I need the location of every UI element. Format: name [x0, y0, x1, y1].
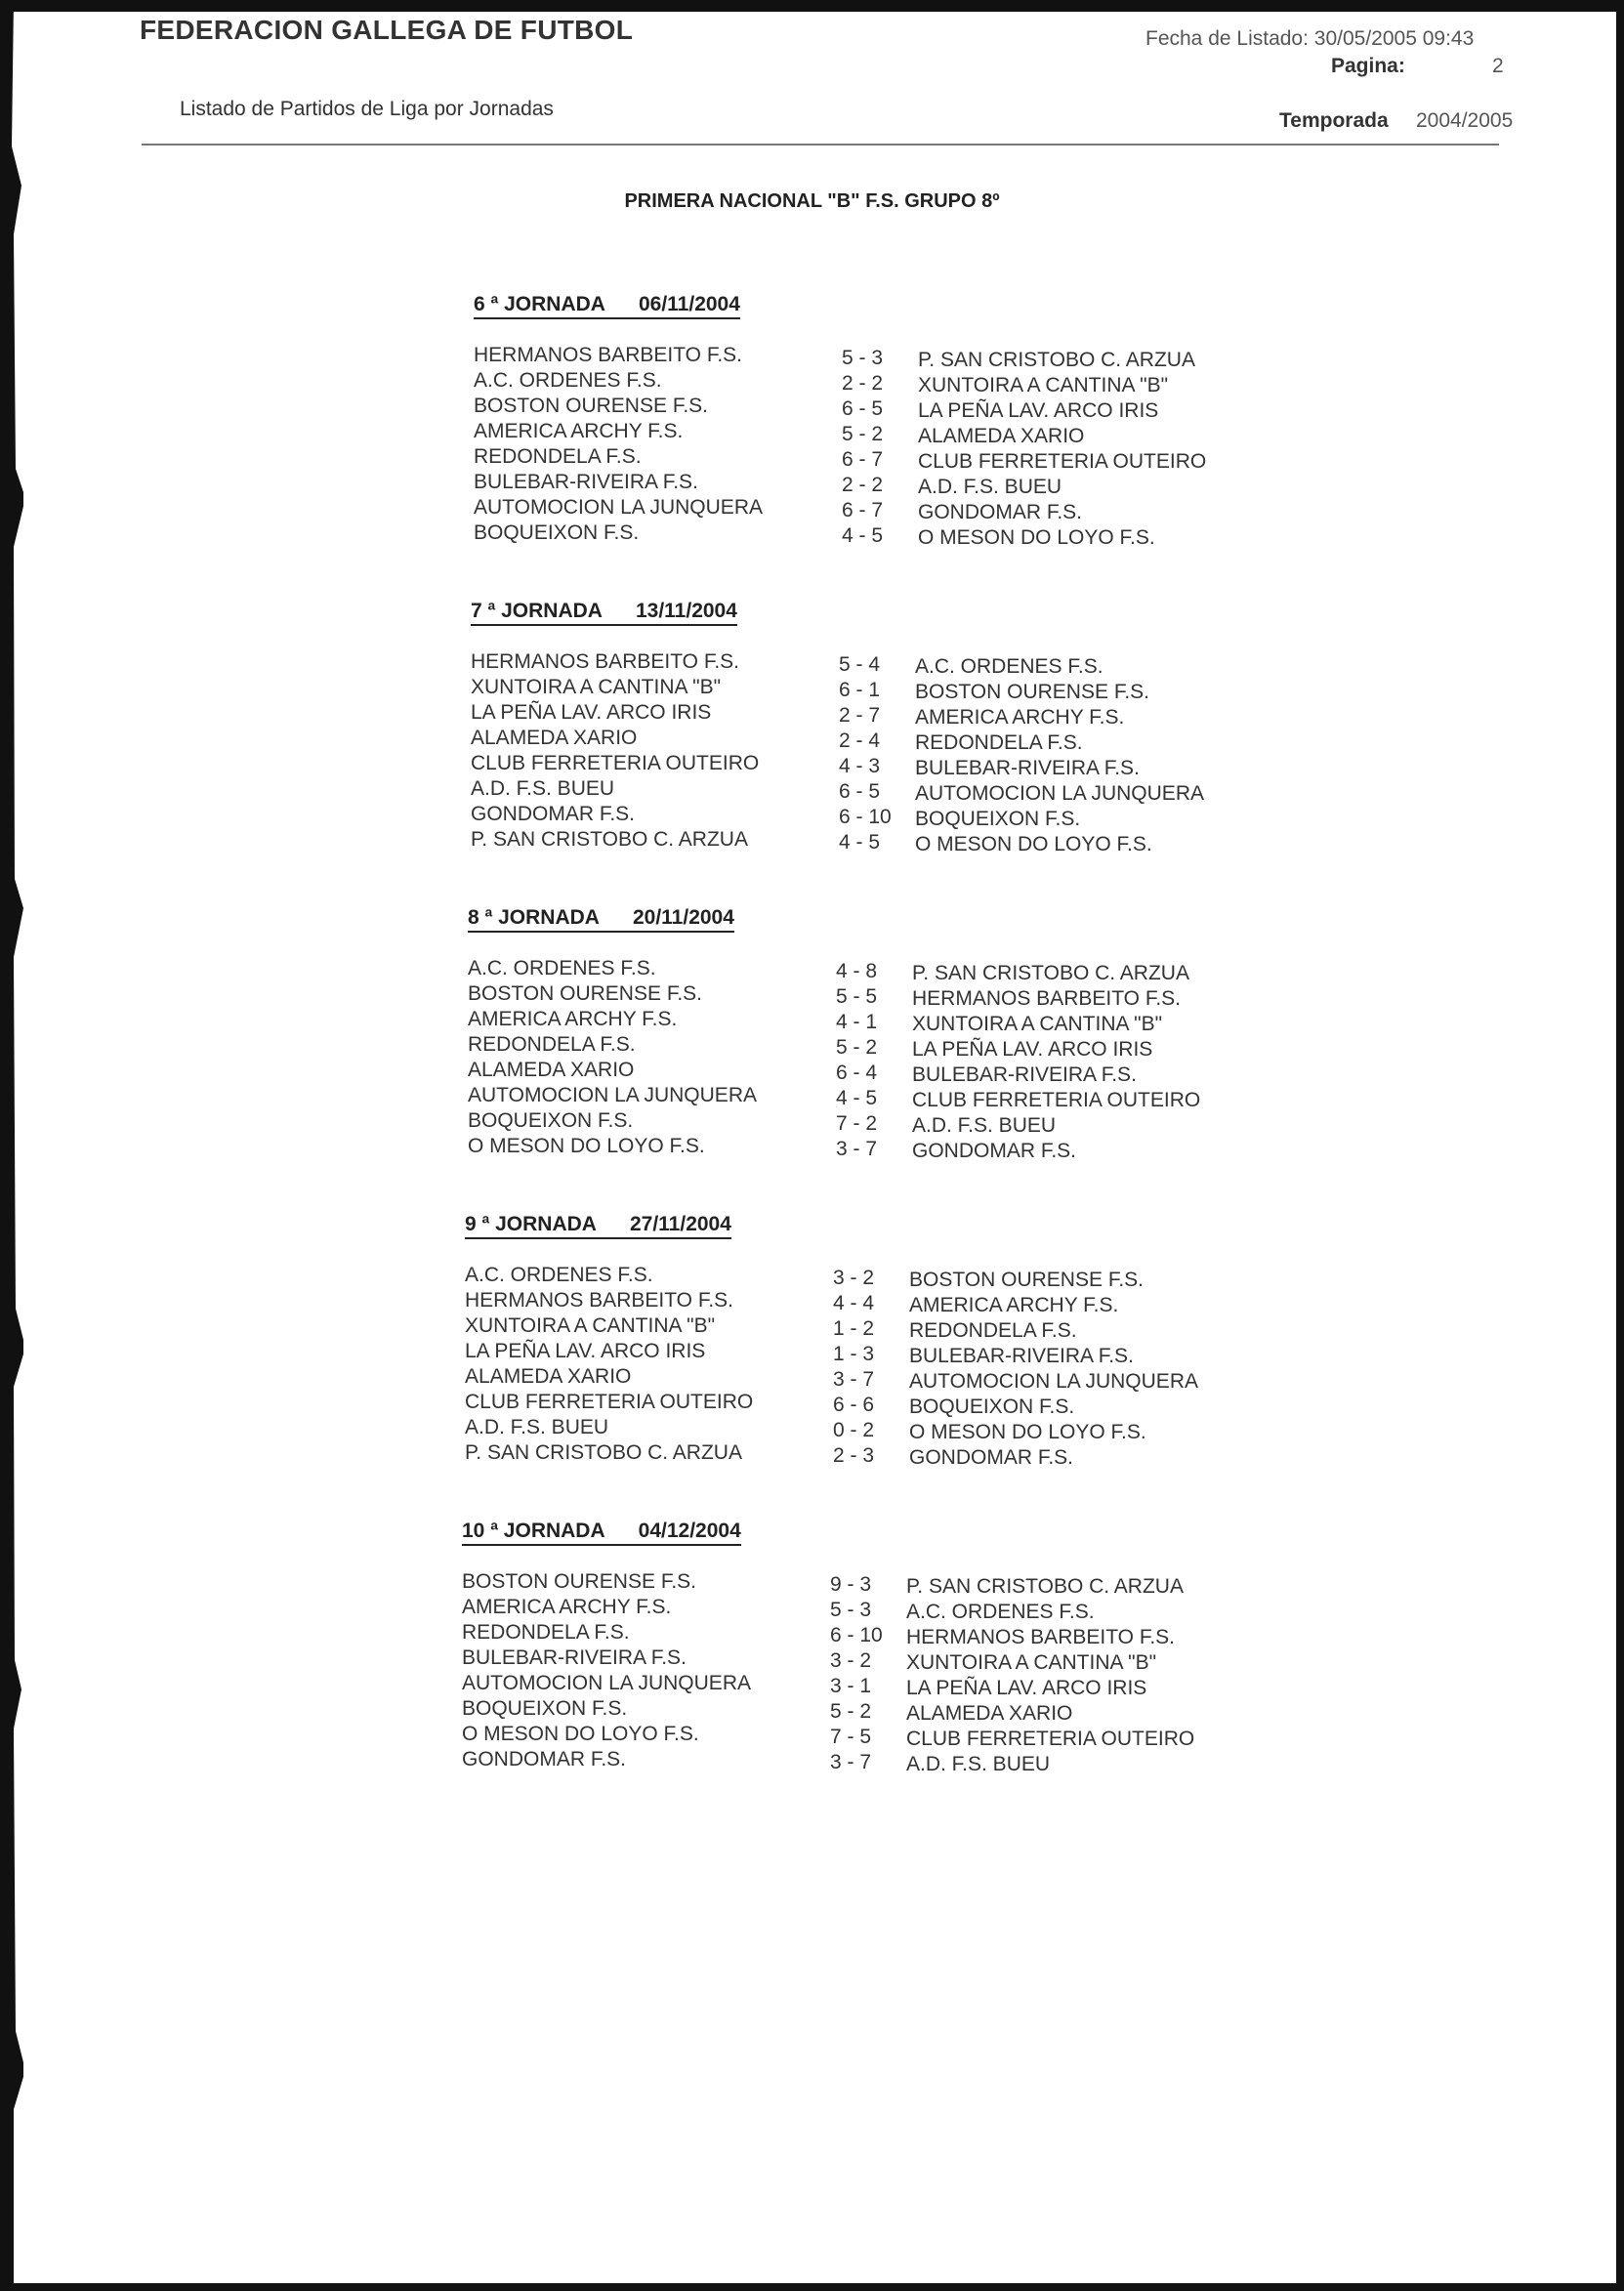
- away-team: BOSTON OURENSE F.S.: [909, 1269, 1144, 1291]
- home-team: XUNTOIRA A CANTINA "B": [465, 1314, 716, 1337]
- jornada-title: 7 ª JORNADA: [471, 600, 603, 622]
- match-score: 4 - 8: [836, 960, 878, 982]
- match-score: 6 - 5: [839, 780, 881, 803]
- away-team: AMERICA ARCHY F.S.: [915, 706, 1125, 729]
- home-team: GONDOMAR F.S.: [471, 803, 636, 825]
- jornada-date: 06/11/2004: [638, 293, 740, 315]
- away-team: XUNTOIRA A CANTINA "B": [918, 374, 1169, 396]
- scan-torn-edge: [0, 0, 23, 2291]
- home-team: REDONDELA F.S.: [468, 1033, 636, 1056]
- match-score: 6 - 7: [842, 448, 884, 471]
- away-team: A.D. F.S. BUEU: [918, 476, 1062, 498]
- home-team: A.D. F.S. BUEU: [471, 777, 615, 800]
- away-team: CLUB FERRETERIA OUTEIRO: [906, 1728, 1195, 1750]
- home-team: GONDOMAR F.S.: [462, 1748, 627, 1770]
- match-row: [471, 727, 1350, 752]
- match-row: [462, 1723, 1341, 1748]
- home-team: ALAMEDA XARIO: [468, 1059, 635, 1081]
- away-team: LA PEÑA LAV. ARCO IRIS: [918, 399, 1159, 422]
- match-score: 6 - 10: [839, 806, 892, 828]
- competition-title: PRIMERA NACIONAL "B" F.S. GRUPO 8º: [624, 190, 1000, 212]
- match-row: [462, 1672, 1341, 1697]
- away-team: A.D. F.S. BUEU: [912, 1114, 1057, 1137]
- home-team: A.C. ORDENES F.S.: [468, 957, 656, 979]
- home-team: CLUB FERRETERIA OUTEIRO: [471, 752, 760, 774]
- home-team: BOSTON OURENSE F.S.: [468, 982, 702, 1005]
- match-row: [465, 1264, 1344, 1289]
- match-score: 5 - 3: [830, 1599, 872, 1621]
- jornada-section: [468, 906, 1347, 1199]
- temporada-label: Temporada: [1279, 109, 1389, 132]
- match-score: 5 - 3: [842, 347, 884, 369]
- match-row: [462, 1596, 1341, 1621]
- home-team: BULEBAR-RIVEIRA F.S.: [474, 471, 698, 493]
- jornada-date: 04/12/2004: [638, 1520, 741, 1542]
- jornada-heading: [468, 906, 734, 933]
- away-team: A.C. ORDENES F.S.: [915, 655, 1103, 678]
- fecha-value: 30/05/2005 09:43: [1313, 27, 1475, 50]
- match-score: 2 - 2: [842, 474, 884, 496]
- home-team: BOSTON OURENSE F.S.: [462, 1570, 696, 1593]
- match-score: 6 - 7: [842, 499, 884, 521]
- away-team: P. SAN CRISTOBO C. ARZUA: [918, 349, 1195, 371]
- jornada-title: 8 ª JORNADA: [468, 906, 600, 929]
- match-score: 2 - 3: [833, 1444, 875, 1467]
- home-team: AUTOMOCION LA JUNQUERA: [468, 1084, 757, 1106]
- away-team: ALAMEDA XARIO: [918, 425, 1085, 447]
- match-score: 7 - 5: [830, 1726, 872, 1748]
- listing-subtitle: Listado de Partidos de Liga por Jornadas: [180, 98, 554, 120]
- match-row: [474, 369, 1353, 395]
- match-row: [468, 1008, 1347, 1033]
- home-team: P. SAN CRISTOBO C. ARZUA: [465, 1441, 742, 1464]
- away-team: AMERICA ARCHY F.S.: [909, 1294, 1119, 1316]
- match-row: [471, 752, 1350, 777]
- jornada-date: 20/11/2004: [632, 906, 734, 929]
- home-team: XUNTOIRA A CANTINA "B": [471, 676, 722, 698]
- match-row: [474, 471, 1353, 496]
- away-team: A.C. ORDENES F.S.: [906, 1601, 1095, 1623]
- pagina-label: Pagina:: [1331, 55, 1405, 77]
- match-row: [462, 1646, 1341, 1672]
- away-team: BULEBAR-RIVEIRA F.S.: [909, 1345, 1134, 1367]
- match-score: 4 - 4: [833, 1292, 875, 1314]
- away-team: P. SAN CRISTOBO C. ARZUA: [906, 1575, 1184, 1598]
- away-team: CLUB FERRETERIA OUTEIRO: [912, 1089, 1201, 1111]
- home-team: A.C. ORDENES F.S.: [474, 369, 662, 392]
- home-team: BOSTON OURENSE F.S.: [474, 395, 708, 417]
- jornada-title: 10 ª JORNADA: [462, 1520, 605, 1542]
- match-row: [471, 803, 1350, 828]
- away-team: LA PEÑA LAV. ARCO IRIS: [906, 1677, 1147, 1699]
- home-team: AUTOMOCION LA JUNQUERA: [462, 1672, 751, 1694]
- match-score: 5 - 2: [836, 1036, 878, 1059]
- jornada-date: 27/11/2004: [629, 1213, 731, 1235]
- jornada-date: 13/11/2004: [635, 600, 737, 622]
- match-row: [462, 1697, 1341, 1723]
- jornada-section: [471, 600, 1350, 893]
- scan-border-right: [1616, 0, 1624, 2291]
- match-score: 2 - 4: [839, 729, 881, 752]
- match-score: 6 - 6: [833, 1394, 875, 1416]
- listing-date: [1145, 27, 1474, 51]
- header-divider: [142, 144, 1499, 146]
- home-team: AMERICA ARCHY F.S.: [468, 1008, 678, 1030]
- match-score: 5 - 4: [839, 653, 881, 676]
- away-team: P. SAN CRISTOBO C. ARZUA: [912, 962, 1189, 984]
- pagina-value: 2: [1492, 55, 1504, 77]
- away-team: GONDOMAR F.S.: [918, 501, 1083, 523]
- match-row: [474, 521, 1353, 547]
- match-score: 4 - 5: [836, 1087, 878, 1109]
- jornada-section: [465, 1213, 1344, 1506]
- away-team: HERMANOS BARBEITO F.S.: [912, 987, 1181, 1010]
- match-score: 7 - 2: [836, 1112, 878, 1135]
- match-score: 3 - 2: [833, 1267, 875, 1289]
- away-team: O MESON DO LOYO F.S.: [915, 833, 1152, 855]
- jornada-section: [462, 1520, 1341, 1812]
- match-row: [471, 828, 1350, 854]
- match-score: 2 - 2: [842, 372, 884, 395]
- match-row: [474, 445, 1353, 471]
- scan-border-top: [0, 0, 1624, 12]
- match-row: [465, 1365, 1344, 1391]
- jornada-heading: [465, 1213, 731, 1239]
- match-score: 6 - 10: [830, 1624, 883, 1646]
- match-score: 3 - 7: [830, 1751, 872, 1773]
- match-row: [462, 1748, 1341, 1773]
- match-row: [471, 650, 1350, 676]
- home-team: O MESON DO LOYO F.S.: [468, 1135, 705, 1157]
- home-team: ALAMEDA XARIO: [465, 1365, 632, 1388]
- away-team: BULEBAR-RIVEIRA F.S.: [915, 757, 1140, 779]
- match-row: [468, 957, 1347, 982]
- home-team: HERMANOS BARBEITO F.S.: [471, 650, 739, 673]
- home-team: A.D. F.S. BUEU: [465, 1416, 609, 1438]
- jornada-title: 6 ª JORNADA: [474, 293, 605, 315]
- away-team: A.D. F.S. BUEU: [906, 1753, 1051, 1775]
- away-team: AUTOMOCION LA JUNQUERA: [915, 782, 1204, 805]
- away-team: BULEBAR-RIVEIRA F.S.: [912, 1063, 1137, 1086]
- away-team: CLUB FERRETERIA OUTEIRO: [918, 450, 1207, 473]
- match-score: 4 - 5: [839, 831, 881, 854]
- home-team: HERMANOS BARBEITO F.S.: [474, 344, 742, 366]
- match-row: [465, 1340, 1344, 1365]
- jornada-section: [474, 293, 1353, 586]
- match-score: 3 - 1: [830, 1675, 872, 1697]
- match-row: [462, 1570, 1341, 1596]
- organization-name: FEDERACION GALLEGA DE FUTBOL: [140, 15, 634, 45]
- away-team: REDONDELA F.S.: [915, 731, 1083, 754]
- match-score: 4 - 1: [836, 1011, 878, 1033]
- home-team: ALAMEDA XARIO: [471, 727, 638, 749]
- home-team: AMERICA ARCHY F.S.: [462, 1596, 672, 1618]
- away-team: XUNTOIRA A CANTINA "B": [906, 1651, 1157, 1674]
- home-team: AUTOMOCION LA JUNQUERA: [474, 496, 763, 519]
- match-row: [474, 344, 1353, 369]
- match-row: [465, 1314, 1344, 1340]
- home-team: REDONDELA F.S.: [474, 445, 642, 468]
- away-team: AUTOMOCION LA JUNQUERA: [909, 1370, 1198, 1393]
- match-row: [471, 777, 1350, 803]
- home-team: O MESON DO LOYO F.S.: [462, 1723, 699, 1745]
- match-score: 4 - 3: [839, 755, 881, 777]
- match-score: 5 - 2: [830, 1700, 872, 1723]
- match-row: [471, 701, 1350, 727]
- away-team: HERMANOS BARBEITO F.S.: [906, 1626, 1175, 1648]
- match-row: [465, 1391, 1344, 1416]
- away-team: XUNTOIRA A CANTINA "B": [912, 1013, 1163, 1035]
- match-row: [465, 1441, 1344, 1467]
- home-team: BOQUEIXON F.S.: [462, 1697, 628, 1720]
- away-team: BOQUEIXON F.S.: [915, 808, 1081, 830]
- home-team: BOQUEIXON F.S.: [474, 521, 640, 544]
- home-team: BOQUEIXON F.S.: [468, 1109, 634, 1132]
- match-score: 3 - 7: [836, 1138, 878, 1160]
- scan-border-bottom: [0, 2283, 1624, 2291]
- match-score: 5 - 5: [836, 985, 878, 1008]
- match-row: [468, 1135, 1347, 1160]
- temporada-value: 2004/2005: [1416, 109, 1514, 132]
- match-row: [468, 1084, 1347, 1109]
- home-team: BULEBAR-RIVEIRA F.S.: [462, 1646, 687, 1669]
- away-team: REDONDELA F.S.: [909, 1319, 1077, 1342]
- match-row: [468, 982, 1347, 1008]
- home-team: REDONDELA F.S.: [462, 1621, 630, 1644]
- home-team: CLUB FERRETERIA OUTEIRO: [465, 1391, 754, 1413]
- match-score: 1 - 3: [833, 1343, 875, 1365]
- home-team: LA PEÑA LAV. ARCO IRIS: [465, 1340, 706, 1362]
- match-score: 6 - 1: [839, 679, 881, 701]
- match-row: [468, 1059, 1347, 1084]
- match-row: [474, 496, 1353, 521]
- match-score: 9 - 3: [830, 1573, 872, 1596]
- away-team: GONDOMAR F.S.: [909, 1446, 1074, 1469]
- match-score: 0 - 2: [833, 1419, 875, 1441]
- match-row: [465, 1416, 1344, 1441]
- home-team: HERMANOS BARBEITO F.S.: [465, 1289, 733, 1312]
- match-score: 6 - 4: [836, 1062, 878, 1084]
- match-score: 3 - 7: [833, 1368, 875, 1391]
- match-score: 4 - 5: [842, 524, 884, 547]
- home-team: AMERICA ARCHY F.S.: [474, 420, 684, 442]
- away-team: GONDOMAR F.S.: [912, 1140, 1077, 1162]
- home-team: P. SAN CRISTOBO C. ARZUA: [471, 828, 748, 851]
- match-score: 1 - 2: [833, 1317, 875, 1340]
- away-team: LA PEÑA LAV. ARCO IRIS: [912, 1038, 1153, 1061]
- match-score: 5 - 2: [842, 423, 884, 445]
- match-row: [474, 420, 1353, 445]
- match-score: 2 - 7: [839, 704, 881, 727]
- match-row: [471, 676, 1350, 701]
- jornada-heading: [474, 293, 740, 319]
- match-row: [462, 1621, 1341, 1646]
- match-row: [465, 1289, 1344, 1314]
- away-team: BOSTON OURENSE F.S.: [915, 681, 1149, 703]
- away-team: O MESON DO LOYO F.S.: [909, 1421, 1146, 1443]
- jornada-title: 9 ª JORNADA: [465, 1213, 597, 1235]
- jornada-heading: [471, 600, 737, 626]
- match-row: [468, 1033, 1347, 1059]
- home-team: LA PEÑA LAV. ARCO IRIS: [471, 701, 712, 724]
- match-score: 3 - 2: [830, 1649, 872, 1672]
- fecha-label: Fecha de Listado:: [1145, 27, 1309, 50]
- home-team: A.C. ORDENES F.S.: [465, 1264, 653, 1286]
- match-score: 6 - 5: [842, 397, 884, 420]
- jornada-heading: [462, 1520, 741, 1546]
- match-row: [468, 1109, 1347, 1135]
- away-team: ALAMEDA XARIO: [906, 1702, 1073, 1725]
- away-team: O MESON DO LOYO F.S.: [918, 526, 1155, 549]
- away-team: BOQUEIXON F.S.: [909, 1395, 1075, 1418]
- match-row: [474, 395, 1353, 420]
